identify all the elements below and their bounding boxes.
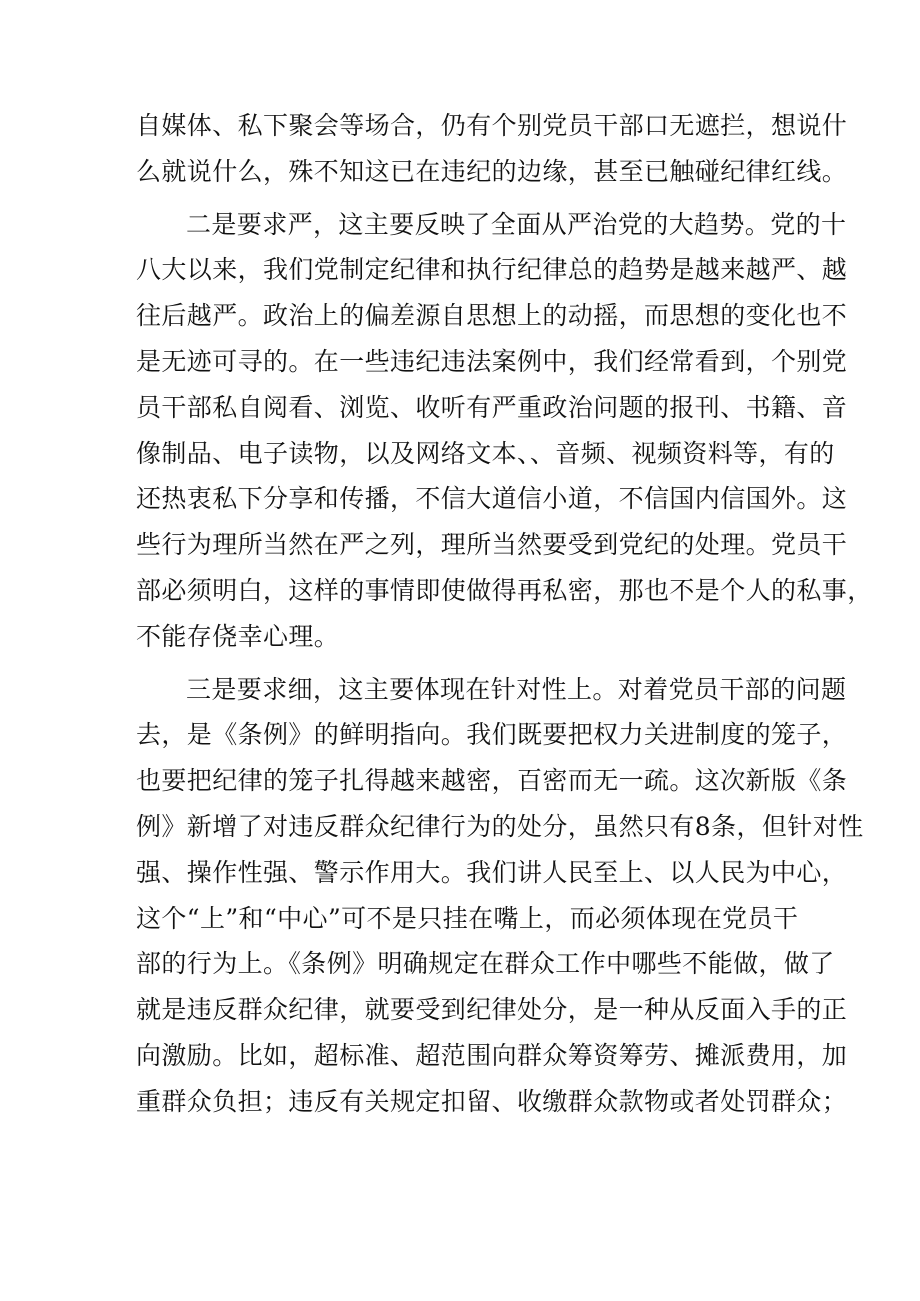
text-line: 八大以来，我们党制定纪律和执行纪律总的趋势是越来越严、越 bbox=[136, 255, 848, 285]
text-line: 就是违反群众纪律，就要受到纪律处分，是一种从反面入手的正 bbox=[136, 995, 848, 1025]
text-line: 部的行为上。《条例》明确规定在群众工作中哪些不能做，做了 bbox=[136, 949, 835, 979]
document-body bbox=[136, 103, 873, 1125]
text-line: 重群众负担；违反有关规定扣留、收缴群众款物或者处罚群众； bbox=[136, 1086, 848, 1116]
paragraph-spacer bbox=[136, 660, 792, 667]
text-line: 像制品、电子读物，以及网络文本、、音频、视频资料等，有的 bbox=[136, 438, 835, 468]
text-line: 员干部私自阅看、浏览、收听有严重政治问题的报刊、书籍、音 bbox=[136, 392, 848, 422]
text-line: 三是要求细，这主要体现在针对性上。对着党员干部的问题 bbox=[186, 674, 847, 704]
text-line: 这个“上”和“中心”可不是只挂在嘴上，而必须体现在党员干 bbox=[136, 903, 799, 933]
paragraph-2 bbox=[136, 202, 873, 660]
paragraph-1 bbox=[136, 103, 848, 195]
text-line: 二是要求严，这主要反映了全面从严治党的大趋势。党的十 bbox=[186, 209, 847, 239]
text-line: 还热衷私下分享和传播，不信大道信小道，不信国内信国外。这 bbox=[136, 484, 848, 514]
text-line: 么就说什么，殊不知这已在违纪的边缘，甚至已触碰纪律红线。 bbox=[136, 156, 848, 186]
text-line: 向激励。比如，超标准、超范围向群众筹资筹劳、摊派费用，加 bbox=[136, 1040, 848, 1070]
text-line: 些行为理所当然在严之列，理所当然要受到党纪的处理。党员干 bbox=[136, 530, 848, 560]
text-line: 往后越严。政治上的偏差源自思想上的动摇，而思想的变化也不 bbox=[136, 301, 848, 331]
text-line: 也要把纪律的笼子扎得越来越密，百密而无一疏。这次新版《条 bbox=[136, 766, 848, 796]
text-line: 去，是《条例》的鲜明指向。我们既要把权力关进制度的笼子， bbox=[136, 720, 848, 750]
text-line: 自媒体、私下聚会等场合，仍有个别党员干部口无遮拦，想说什 bbox=[136, 111, 848, 140]
text-line: 强、操作性强、警示作用大。我们讲人民至上、以人民为中心， bbox=[136, 857, 848, 887]
paragraph-3 bbox=[136, 667, 864, 1125]
text-line: 是无迹可寻的。在一些违纪违法案例中，我们经常看到，个别党 bbox=[136, 346, 848, 376]
text-line: 例》新增了对违反群众纪律行为的处分，虽然只有8条，但针对性 bbox=[136, 811, 864, 841]
paragraph-spacer bbox=[136, 195, 792, 202]
text-line: 部必须明白，这样的事情即使做得再私密，那也不是个人的私事， bbox=[136, 575, 873, 605]
text-line: 不能存侥幸心理。 bbox=[136, 621, 340, 651]
